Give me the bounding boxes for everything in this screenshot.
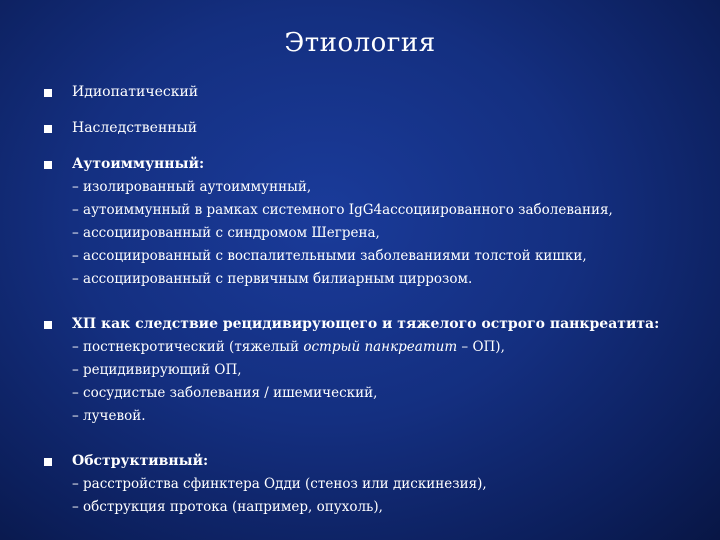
item-heading: Аутоиммунный: <box>72 156 205 172</box>
item-heading: Идиопатический <box>72 84 199 100</box>
list-item <box>40 117 700 140</box>
bullet-list <box>40 68 700 519</box>
square-bullet-icon <box>44 125 52 133</box>
slide-title <box>0 28 720 58</box>
sub-item: – рецидивирующий ОП, <box>72 362 242 378</box>
list-item <box>40 81 700 104</box>
square-bullet-icon <box>44 321 52 329</box>
slide-title-text: Этиология <box>284 28 436 58</box>
square-bullet-icon <box>44 458 52 466</box>
sub-item-text: – ОП), <box>457 339 505 355</box>
sub-item: – ассоциированный с синдромом Шегрена, <box>72 225 380 241</box>
sub-item: – ассоциированный с первичным билиарным циррозом. <box>72 271 473 287</box>
item-heading: Обструктивный: <box>72 453 209 469</box>
sub-item: – сосудистые заболевания / ишемический, <box>72 385 378 401</box>
item-heading: ХП как следствие рецидивирующего и тяжелого острого панкреатита: <box>72 316 660 332</box>
sub-item: – аутоиммунный в рамках системного IgG4ассоциированного заболевания, <box>72 202 613 218</box>
sub-item-text: – постнекротический (тяжелый <box>72 339 304 355</box>
list-item <box>40 313 700 428</box>
list-item <box>40 450 700 519</box>
square-bullet-icon <box>44 89 52 97</box>
sub-item: – лучевой. <box>72 408 146 424</box>
sub-item: – расстройства сфинктера Одди (стеноз или дискинезия), <box>72 476 487 492</box>
sub-item-italic: острый панкреатит <box>303 339 458 355</box>
item-heading: Наследственный <box>72 120 198 136</box>
sub-item: – обструкция протока (например, опухоль), <box>72 499 383 515</box>
square-bullet-icon <box>44 161 52 169</box>
list-item <box>40 153 700 291</box>
sub-item <box>72 336 700 359</box>
sub-item: – ассоциированный с воспалительными заболеваниями толстой кишки, <box>72 248 587 264</box>
sub-item: – изолированный аутоиммунный, <box>72 179 312 195</box>
